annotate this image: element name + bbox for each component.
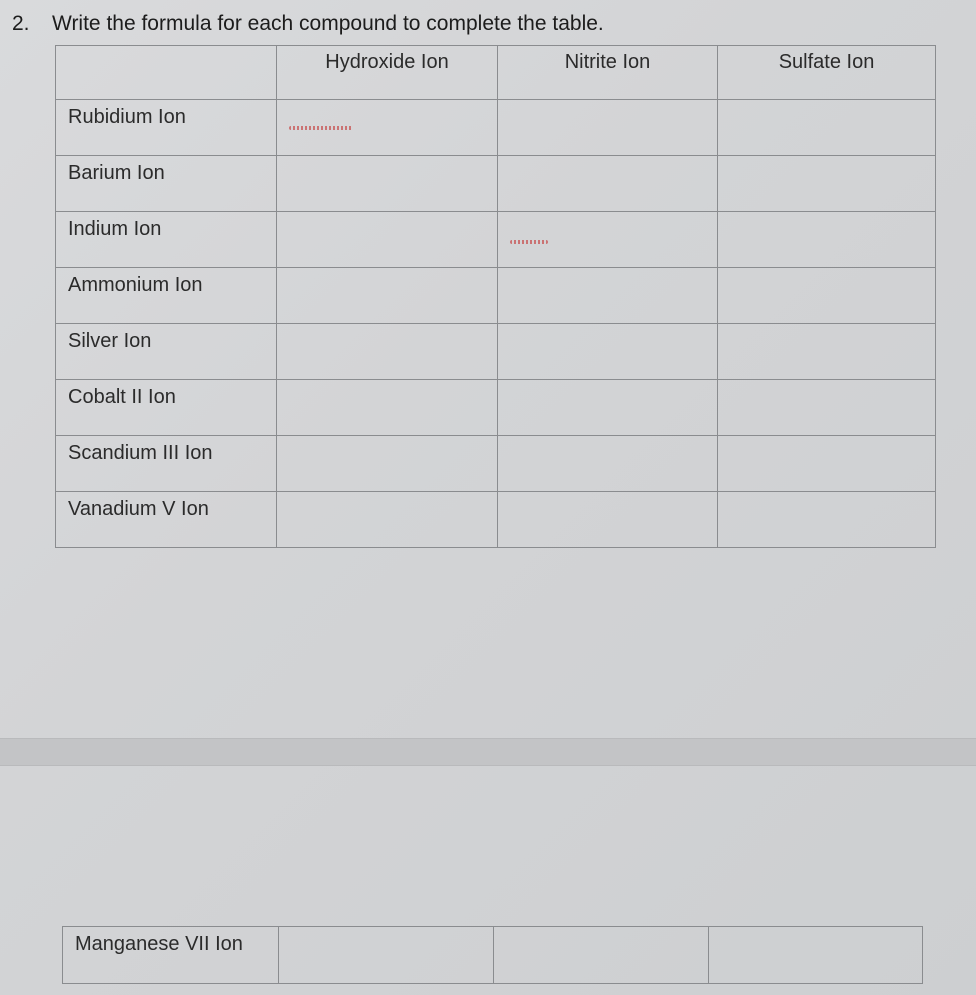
cell-silver-nitrite[interactable] (498, 324, 718, 380)
cell-silver-hydroxide[interactable] (277, 324, 498, 380)
header-corner (56, 46, 277, 100)
cell-rubidium-sulfate[interactable] (718, 100, 936, 156)
header-nitrite-ion: Nitrite Ion (498, 46, 718, 100)
cell-silver-sulfate[interactable] (718, 324, 936, 380)
cell-scandium-nitrite[interactable] (498, 436, 718, 492)
cell-ammonium-nitrite[interactable] (498, 268, 718, 324)
row-label-rubidium-ion: Rubidium Ion (56, 100, 277, 156)
row-label-ammonium-ion: Ammonium Ion (56, 268, 277, 324)
row-label-silver-ion: Silver Ion (56, 324, 277, 380)
row-label-indium-ion: Indium Ion (56, 212, 277, 268)
row-label-manganese-vii-ion: Manganese VII Ion (63, 927, 279, 984)
cell-vanadium-sulfate[interactable] (718, 492, 936, 548)
page-break-divider (0, 738, 976, 766)
table-row (56, 100, 936, 156)
ion-compound-table (55, 45, 936, 548)
cell-indium-sulfate[interactable] (718, 212, 936, 268)
cell-rubidium-hydroxide[interactable] (277, 100, 498, 156)
cell-barium-sulfate[interactable] (718, 156, 936, 212)
cell-vanadium-hydroxide[interactable] (277, 492, 498, 548)
header-hydroxide-ion: Hydroxide Ion (277, 46, 498, 100)
cell-indium-hydroxide[interactable] (277, 212, 498, 268)
question-text: Write the formula for each compound to complete the table. (52, 12, 604, 35)
cell-cobalt-nitrite[interactable] (498, 380, 718, 436)
cell-cobalt-hydroxide[interactable] (277, 380, 498, 436)
row-label-barium-ion: Barium Ion (56, 156, 277, 212)
cell-manganese-sulfate[interactable] (709, 927, 923, 984)
cell-manganese-hydroxide[interactable] (279, 927, 494, 984)
table-row (56, 268, 936, 324)
header-sulfate-ion: Sulfate Ion (718, 46, 936, 100)
table-row (56, 380, 936, 436)
cell-rubidium-nitrite[interactable] (498, 100, 718, 156)
cell-scandium-hydroxide[interactable] (277, 436, 498, 492)
row-label-cobalt-ii-ion: Cobalt II Ion (56, 380, 277, 436)
table-row (56, 324, 936, 380)
table-row (56, 212, 936, 268)
question-number: 2. (12, 12, 30, 35)
cell-ammonium-hydroxide[interactable] (277, 268, 498, 324)
cell-barium-hydroxide[interactable] (277, 156, 498, 212)
table-row (63, 927, 923, 984)
cell-ammonium-sulfate[interactable] (718, 268, 936, 324)
cell-manganese-nitrite[interactable] (494, 927, 709, 984)
table-row (56, 436, 936, 492)
question-header (12, 12, 604, 36)
row-label-vanadium-v-ion: Vanadium V Ion (56, 492, 277, 548)
cell-indium-nitrite[interactable] (498, 212, 718, 268)
spell-check-squiggle (510, 240, 548, 244)
cell-cobalt-sulfate[interactable] (718, 380, 936, 436)
cell-barium-nitrite[interactable] (498, 156, 718, 212)
spell-check-squiggle (289, 126, 353, 130)
table-row (56, 156, 936, 212)
row-label-scandium-iii-ion: Scandium III Ion (56, 436, 277, 492)
ion-compound-table-continued (62, 926, 923, 984)
table-header-row (56, 46, 936, 100)
cell-scandium-sulfate[interactable] (718, 436, 936, 492)
cell-vanadium-nitrite[interactable] (498, 492, 718, 548)
table-row (56, 492, 936, 548)
